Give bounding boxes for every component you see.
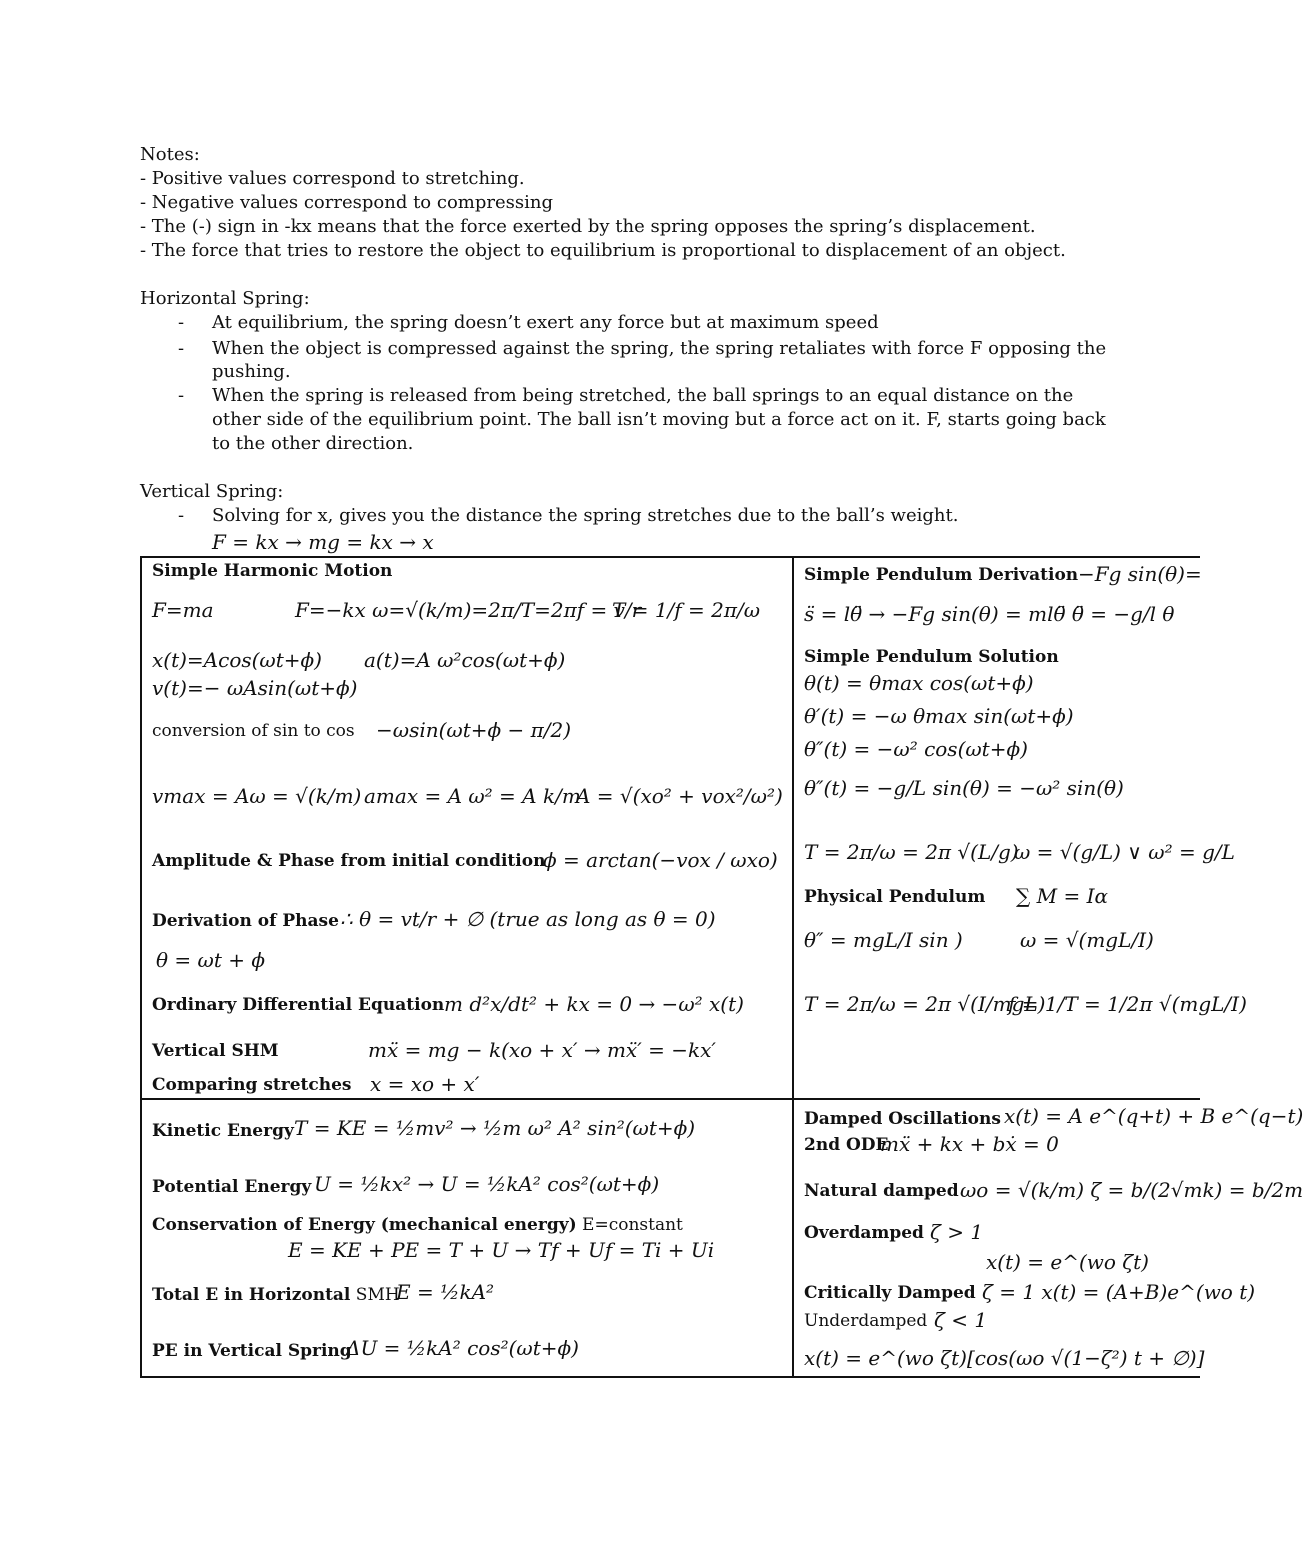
physical-pendulum-title: Physical Pendulum <box>804 887 986 907</box>
shm-amp-phase-label: Amplitude & Phase from initial condition <box>152 851 546 871</box>
table-divider <box>792 556 794 1378</box>
table-border-left <box>140 556 142 1378</box>
damped-ode-label: 2nd ODE <box>804 1135 889 1155</box>
horizontal-heading: Horizontal Spring: <box>140 288 310 309</box>
horizontal-bullet: When the spring is released from being stretched, the ball springs to an equal distance on the <box>212 385 1074 406</box>
shm-cmp-eq: x = xo + x′ <box>370 1072 480 1096</box>
physical-pendulum-theta: θ″ = mgL/I sin ) <box>804 928 963 952</box>
table-border-middle <box>140 1098 1200 1100</box>
energy-pe-label: Potential Energy <box>152 1177 312 1197</box>
shm-eq-a: a(t)=A ω²cos(ωt+ϕ) <box>364 648 566 672</box>
bullet-dash: - <box>178 338 185 359</box>
shm-eq-v: v(t)=− ωAsin(ωt+ϕ) <box>152 676 358 700</box>
pendulum-sol-title: Simple Pendulum Solution <box>804 647 1059 667</box>
damped-crit-label: Critically Damped <box>804 1283 976 1303</box>
shm-amax: amax = A ω² = A k/m <box>364 784 581 808</box>
shm-eq-x: x(t)=Acos(ωt+ϕ) <box>152 648 322 672</box>
damped-under-label: Underdamped <box>804 1311 928 1331</box>
vertical-heading: Vertical Spring: <box>140 481 284 502</box>
shm-deriv-label: Derivation of Phase <box>152 911 339 931</box>
shm-vshm-label: Vertical SHM <box>152 1041 279 1061</box>
damped-title-eq: x(t) = A e^(q+t) + B e^(q−t) <box>1004 1104 1303 1128</box>
physical-pendulum-eq: ∑ M = Iα <box>1016 884 1108 908</box>
pendulum-deriv-eq2: s̈ = lθ̈ → −Fg sin(θ) = mlθ̈ θ̈ = −g/l θ <box>804 602 1175 626</box>
energy-cons-label: Conservation of Energy (mechanical energy) <box>152 1215 577 1235</box>
shm-theta-eq: θ = ωt + ϕ <box>156 948 265 972</box>
damped-nat-label: Natural damped <box>804 1181 959 1201</box>
energy-pev-label: PE in Vertical Spring <box>152 1341 352 1361</box>
pendulum-sol1: θ(t) = θmax cos(ωt+ϕ) <box>804 671 1034 695</box>
shm-eq-period: T = 1/f = 2π/ω <box>612 598 761 622</box>
notes-item: - The (-) sign in -kx means that the force exerted by the spring opposes the spring’s displacement. <box>140 216 1036 237</box>
energy-total-line <box>152 1284 400 1306</box>
pendulum-sol4: θ″(t) = −g/L sin(θ) = −ω² sin(θ) <box>804 776 1124 800</box>
energy-pe-eq: U = ½kx² → U = ½kA² cos²(ωt+ϕ) <box>314 1172 660 1196</box>
bullet-dash: - <box>178 385 185 406</box>
horizontal-bullet: When the object is compressed against the spring, the spring retaliates with force F opposing the <box>212 338 1107 359</box>
horizontal-bullet-cont: to the other direction. <box>212 433 414 454</box>
damped-over-eq: ζ > 1 <box>930 1220 984 1244</box>
damped-under-eq: ζ < 1 <box>934 1308 988 1332</box>
shm-deriv-eq: ∴ θ = vt/r + ∅ (true as long as θ = 0) <box>340 907 716 931</box>
shm-amp-phase-eq: ϕ = arctan(−vox / ωxo) <box>543 848 778 872</box>
horizontal-bullet-cont: other side of the equilibrium point. The ball isn’t moving but a force act on it. F, starts going back <box>212 409 1106 430</box>
vertical-bullet: Solving for x, gives you the distance the spring stretches due to the ball’s weight. <box>212 505 959 526</box>
shm-eq-fma: F=ma <box>152 598 214 622</box>
damped-over-label: Overdamped <box>804 1223 924 1243</box>
damped-over-x: x(t) = e^(wo ζt) <box>986 1250 1149 1274</box>
energy-total-eq: E = ½kA² <box>396 1280 495 1304</box>
shm-conv-label: conversion of sin to cos <box>152 721 355 741</box>
shm-vmax: vmax = Aω = √(k/m) <box>152 784 362 808</box>
energy-pev-eq: ΔU = ½kA² cos²(ωt+ϕ) <box>346 1336 579 1360</box>
energy-total-mid: SMH <box>355 1285 400 1305</box>
horizontal-bullet: At equilibrium, the spring doesn’t exert any force but at maximum speed <box>212 312 879 333</box>
pendulum-period: T = 2π/ω = 2π √(L/g) <box>804 840 1019 864</box>
physical-pendulum-period: T = 2π/ω = 2π √(I/mgL) <box>804 992 1046 1016</box>
physical-pendulum-freq: f = 1/T = 1/2π √(mgL/I) <box>1008 992 1247 1016</box>
damped-ode-eq: mẍ + kx + bẋ = 0 <box>880 1132 1059 1156</box>
damped-nat-eq: ωo = √(k/m) ζ = b/(2√mk) = b/2m <box>960 1178 1303 1202</box>
damped-title: Damped Oscillations <box>804 1109 1001 1129</box>
vertical-equation: F = kx → mg = kx → x <box>212 530 434 554</box>
bullet-dash: - <box>178 505 185 526</box>
shm-title: Simple Harmonic Motion <box>152 561 393 581</box>
table-border-top <box>140 556 1200 558</box>
pendulum-omega: ω = √(g/L) ∨ ω² = g/L <box>1014 840 1235 864</box>
shm-ode-eq: m d²x/dt² + kx = 0 → −ω² x(t) <box>444 992 744 1016</box>
notes-item: - Positive values correspond to stretching. <box>140 168 525 189</box>
shm-amp: A = √(xo² + vox²/ω²) <box>576 784 783 808</box>
pendulum-deriv-title: Simple Pendulum Derivation <box>804 565 1079 585</box>
pendulum-sol3: θ″(t) = −ω² cos(ωt+ϕ) <box>804 737 1028 761</box>
physical-pendulum-omega: ω = √(mgL/I) <box>1020 928 1154 952</box>
pendulum-deriv-eq1: −Fg sin(θ)= <box>1078 562 1202 586</box>
energy-ke-eq: T = KE = ½mv² → ½m ω² A² sin²(ωt+ϕ) <box>294 1116 696 1140</box>
pendulum-sol2: θ′(t) = −ω θmax sin(ωt+ϕ) <box>804 704 1074 728</box>
notes-item: - Negative values correspond to compressing <box>140 192 553 213</box>
shm-eq-force: F=−kx ω=√(k/m)=2π/T=2πf = v/r <box>295 598 642 622</box>
energy-cons-eq: E = KE + PE = T + U → Tf + Uf = Ti + Ui <box>288 1238 715 1262</box>
energy-cons-line <box>152 1214 683 1236</box>
damped-crit-eq: ζ = 1 x(t) = (A+B)e^(wo t) <box>982 1280 1256 1304</box>
shm-ode-label: Ordinary Differential Equation <box>152 995 445 1015</box>
energy-ke-label: Kinetic Energy <box>152 1121 294 1141</box>
table-border-bottom <box>140 1376 1200 1378</box>
energy-total-label: Total E in Horizontal <box>152 1285 351 1305</box>
bullet-dash: - <box>178 312 185 333</box>
shm-cmp-label: Comparing stretches <box>152 1075 352 1095</box>
shm-conv-eq: −ωsin(ωt+ϕ − π/2) <box>376 718 572 742</box>
damped-under-x: x(t) = e^(wo ζt)[cos(ωo √(1−ζ²) t + ∅)] <box>804 1346 1205 1370</box>
energy-cons-tail: E=constant <box>582 1215 683 1235</box>
shm-vshm-eq: mẍ = mg − k(xo + x′ → mẍ′ = −kx′ <box>368 1038 716 1062</box>
horizontal-bullet-cont: pushing. <box>212 361 291 382</box>
notes-heading: Notes: <box>140 144 200 165</box>
notes-item: - The force that tries to restore the object to equilibrium is proportional to displacement of an object. <box>140 240 1066 261</box>
